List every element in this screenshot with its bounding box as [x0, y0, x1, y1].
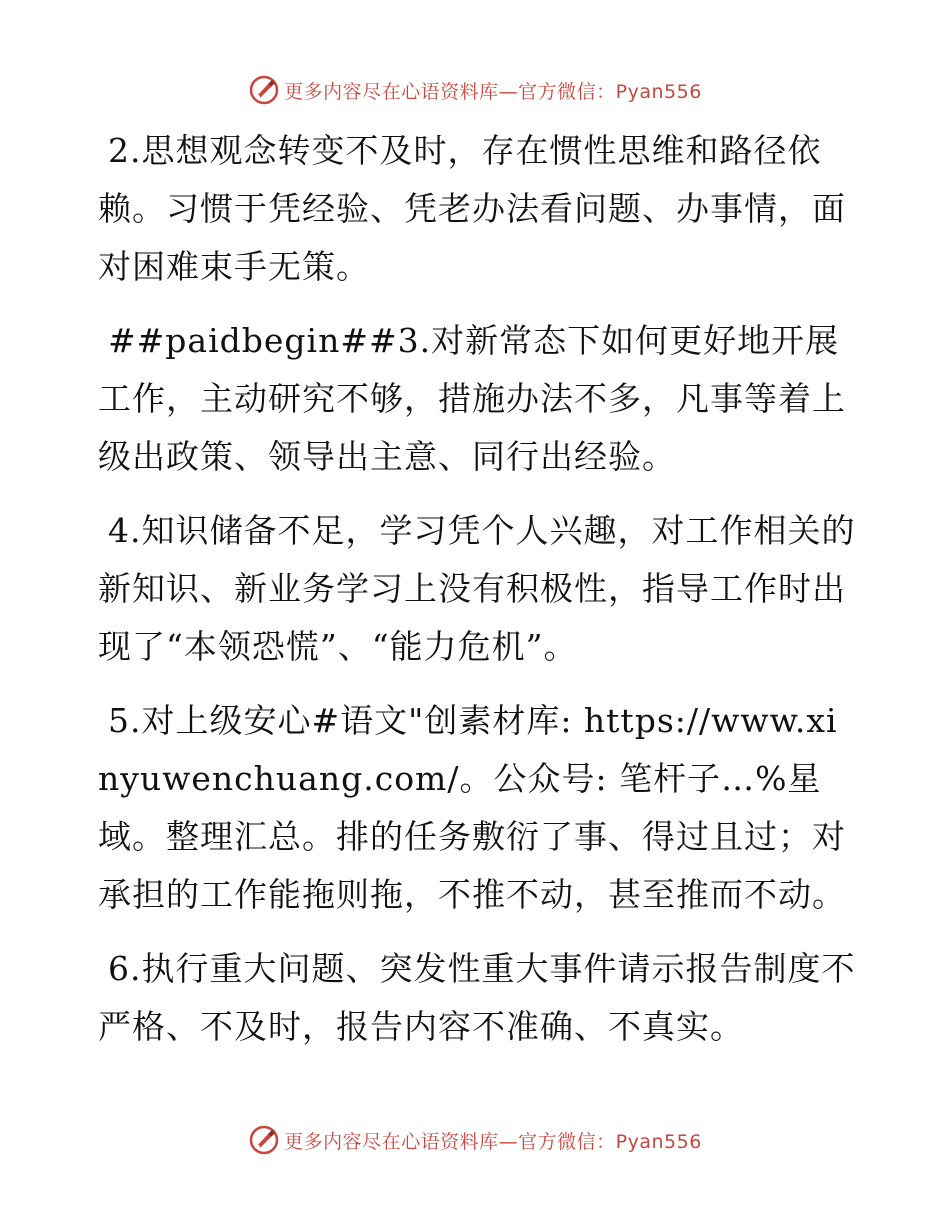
- pen-nib-seal-icon: [248, 1124, 280, 1156]
- paragraph-item-2: 2.思想观念转变不及时，存在惯性思维和路径依赖。习惯于凭经验、凭老办法看问题、办事情，面对困难束手无策。: [98, 131, 846, 286]
- paragraph-item-3: ##paidbegin##3.对新常态下如何更好地开展工作，主动研究不够，措施办法不多，凡事等着上级出政策、领导出主意、同行出经验。: [98, 321, 846, 476]
- header-watermark: [0, 70, 950, 110]
- paragraph-item-5: 5.对上级安心#语文"创素材库: https://www.xinyuwenchuang.com/。公众号: 笔杆子…%星域。整理汇总。排的任务敷衍了事、得过且过；对承担的工作能拖则拖，不推不动，甚至推而不动。: [98, 701, 846, 914]
- paragraph-item-4: 4.知识储备不足，学习凭个人兴趣，对工作相关的新知识、新业务学习上没有积极性，指导工作时出现了“本领恐慌”、“能力危机”。: [98, 511, 856, 666]
- pen-nib-seal-icon: [248, 74, 280, 106]
- footer-watermark: [0, 1120, 950, 1160]
- paragraph-item-6: 6.执行重大问题、突发性重大事件请示报告制度不严格、不及时，报告内容不准确、不真实。: [98, 949, 856, 1046]
- watermark-text: 更多内容尽在心语资料库—官方微信：Pyan556: [284, 1130, 702, 1153]
- document-body: [98, 122, 858, 1072]
- watermark-text: 更多内容尽在心语资料库—官方微信：Pyan556: [284, 80, 702, 103]
